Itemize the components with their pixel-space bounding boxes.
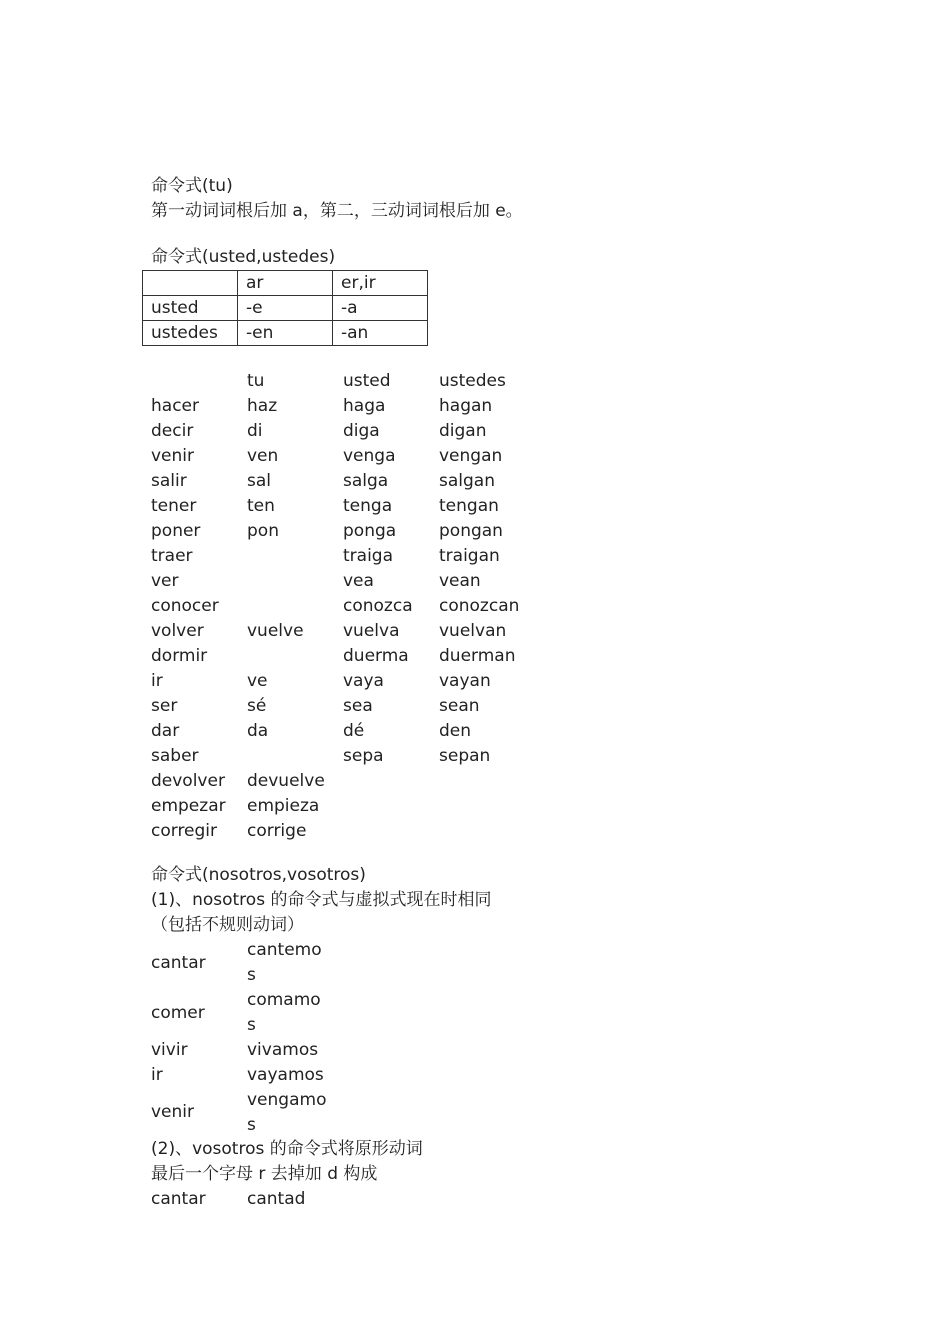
verb-infinitive: corregir [151,821,218,841]
form-usted: sepa [343,746,384,766]
verb-infinitive: hacer [151,396,199,416]
form-usted: salga [343,471,389,491]
verb-infinitive: dormir [151,646,208,666]
form-ustedes: pongan [439,521,503,541]
form-ustedes: digan [439,421,487,441]
vosotros-example-verb: cantar [151,1189,206,1209]
form-ustedes: vengan [439,446,503,466]
column-header-ustedes: ustedes [439,371,506,391]
form-usted: vaya [343,671,384,691]
form-ustedes: vuelvan [439,621,507,641]
form-ustedes: conozcan [439,596,520,616]
table-cell: -en [238,321,333,346]
table-cell: er,ir [333,271,428,296]
form-usted: dé [343,721,365,741]
example-verb: comer [151,1003,205,1023]
verb-infinitive: dar [151,721,180,741]
table-cell: -a [333,296,428,321]
nosotros-rule-line1: (1)、nosotros 的命令式与虚拟式现在时相同 [151,890,492,910]
form-usted: diga [343,421,380,441]
form-tu: sé [247,696,267,716]
form-ustedes: salgan [439,471,495,491]
verb-infinitive: traer [151,546,193,566]
form-tu: ven [247,446,279,466]
verb-infinitive: devolver [151,771,225,791]
form-ustedes: vayan [439,671,491,691]
verb-infinitive: poner [151,521,201,541]
form-tu: empieza [247,796,320,816]
form-ustedes: den [439,721,472,741]
form-ustedes: vean [439,571,481,591]
verb-infinitive: empezar [151,796,226,816]
verb-infinitive: decir [151,421,194,441]
vosotros-example-form: cantad [247,1189,306,1209]
form-tu: corrige [247,821,307,841]
form-tu: haz [247,396,278,416]
example-form: vivamos [247,1040,319,1060]
table-cell: usted [143,296,238,321]
example-verb: venir [151,1102,195,1122]
form-ustedes: hagan [439,396,493,416]
form-usted: tenga [343,496,393,516]
example-form: vayamos [247,1065,324,1085]
vosotros-rule-line2: 最后一个字母 r 去掉加 d 构成 [151,1164,378,1184]
table-cell: -an [333,321,428,346]
table-cell: ar [238,271,333,296]
form-tu: da [247,721,269,741]
form-usted: venga [343,446,396,466]
nosotros-rule-line2: （包括不规则动词） [151,915,304,935]
example-form: vengamos [247,1090,327,1135]
form-ustedes: traigan [439,546,500,566]
verb-infinitive: ser [151,696,178,716]
verb-infinitive: volver [151,621,204,641]
verb-infinitive: salir [151,471,187,491]
form-ustedes: sean [439,696,480,716]
form-tu: pon [247,521,279,541]
table-row [143,271,428,296]
vosotros-rule-line1: (2)、vosotros 的命令式将原形动词 [151,1139,423,1159]
table-cell: -e [238,296,333,321]
form-ustedes: duerman [439,646,516,666]
table-row [143,296,428,321]
verb-infinitive: venir [151,446,195,466]
example-verb: vivir [151,1040,188,1060]
endings-table [142,270,428,346]
verb-infinitive: saber [151,746,199,766]
form-ustedes: sepan [439,746,491,766]
form-tu: sal [247,471,271,491]
verb-infinitive: conocer [151,596,219,616]
table-cell [143,271,238,296]
form-usted: ponga [343,521,397,541]
form-usted: traiga [343,546,394,566]
form-tu: ten [247,496,275,516]
section-usted-title: 命令式(usted,ustedes) [151,247,336,267]
table-row [143,321,428,346]
form-tu: vuelve [247,621,304,641]
verb-infinitive: ver [151,571,179,591]
form-tu: devuelve [247,771,325,791]
verb-infinitive: tener [151,496,197,516]
form-ustedes: tengan [439,496,499,516]
form-usted: haga [343,396,386,416]
form-usted: duerma [343,646,409,666]
example-verb: ir [151,1065,163,1085]
form-tu: di [247,421,263,441]
form-usted: sea [343,696,373,716]
column-header-tu: tu [247,371,265,391]
example-verb: cantar [151,953,206,973]
column-header-usted: usted [343,371,391,391]
verb-infinitive: ir [151,671,163,691]
section-tu-title: 命令式(tu) [151,176,233,196]
form-usted: vuelva [343,621,400,641]
example-form: comamos [247,990,321,1035]
section-nosotros-title: 命令式(nosotros,vosotros) [151,865,366,885]
form-usted: vea [343,571,374,591]
section-tu-rule: 第一动词词根后加 a，第二，三动词词根后加 e。 [151,201,523,221]
example-form: cantemos [247,940,322,985]
form-usted: conozca [343,596,413,616]
form-tu: ve [247,671,268,691]
table-cell: ustedes [143,321,238,346]
